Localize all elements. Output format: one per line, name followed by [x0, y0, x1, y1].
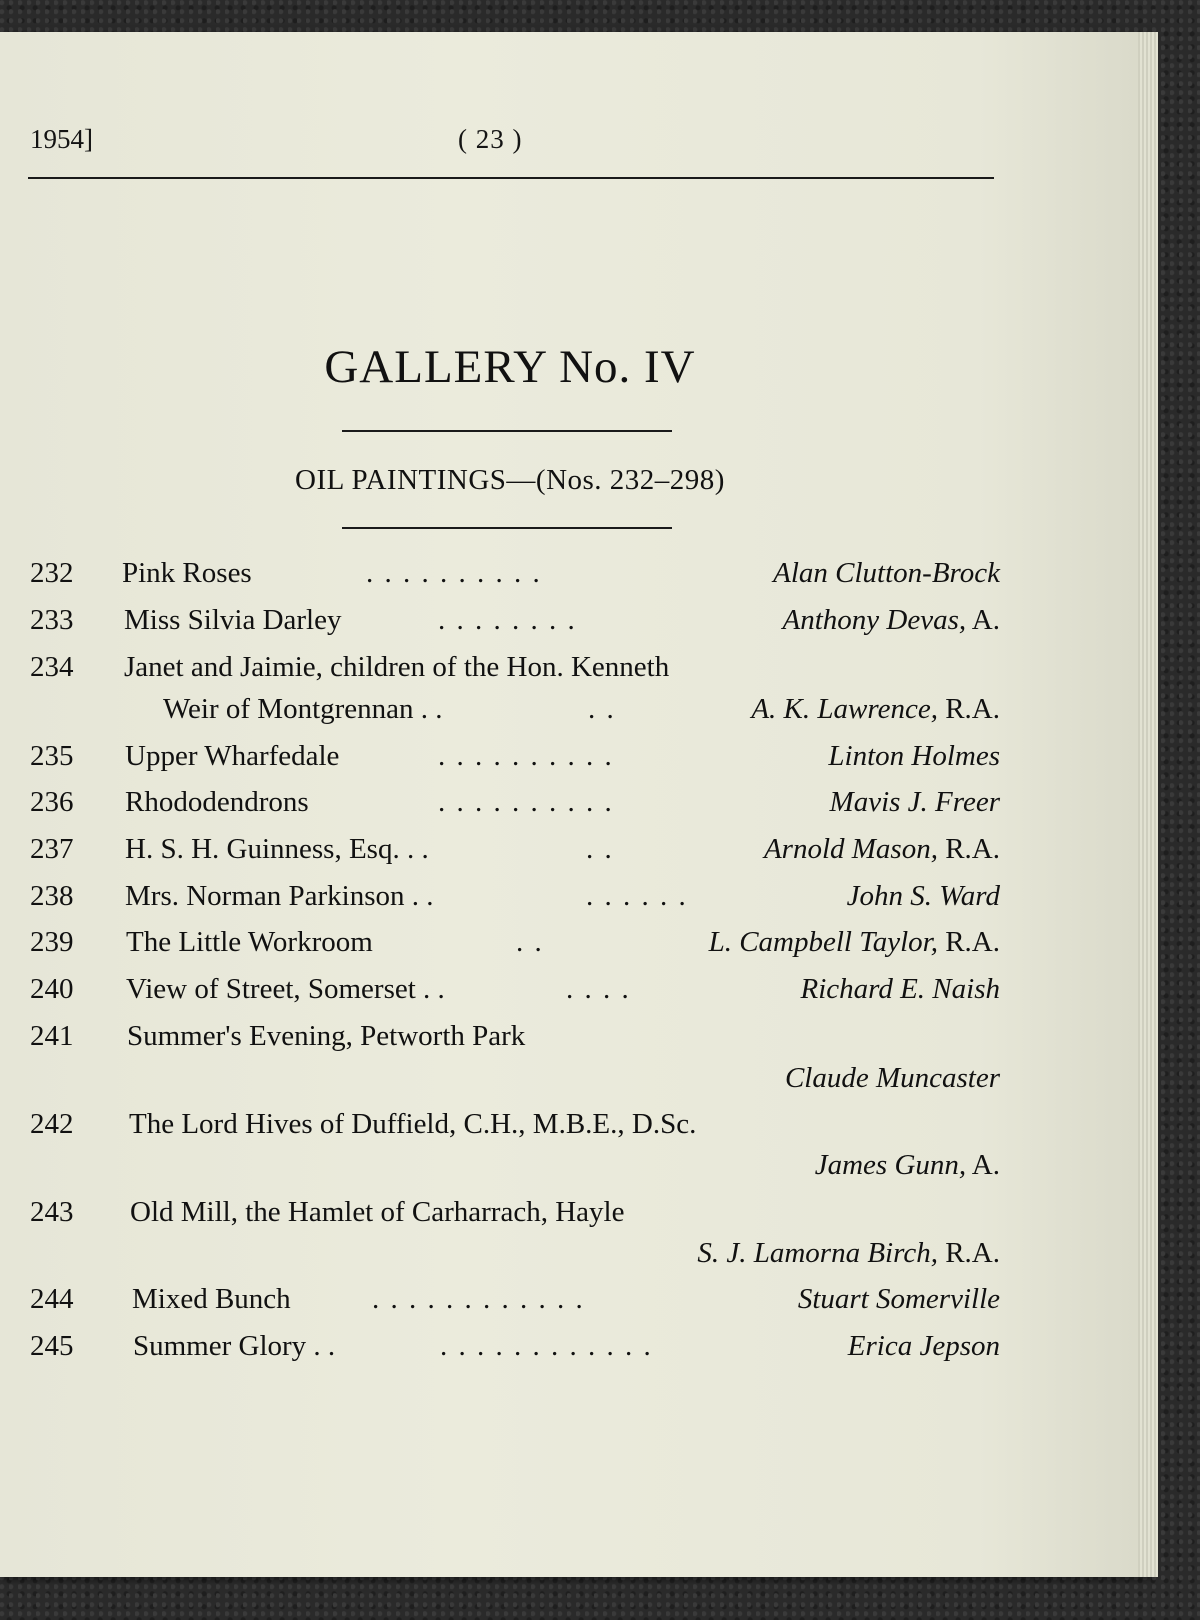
year-label: 1954]: [30, 124, 93, 154]
artist-suffix: R.A.: [937, 833, 1000, 865]
artist-name: Anthony Devas,: [782, 604, 967, 636]
header-rule: [28, 177, 994, 179]
artist-name: Stuart Somerville: [797, 1283, 1000, 1315]
list-item: [0, 1020, 1000, 1060]
artist-name: John S. Ward: [846, 880, 1000, 912]
entry-number: 244: [30, 1283, 74, 1315]
list-item: [0, 557, 1000, 597]
entry-title: Rhododendrons: [125, 786, 309, 818]
artist-name: Alan Clutton-Brock: [773, 557, 1000, 589]
leader-dots: . . . . . . . . . .: [438, 740, 614, 772]
entry-artist: [798, 1283, 1000, 1323]
artist-suffix: R.A.: [937, 693, 1000, 725]
entry-artist: [709, 926, 1000, 966]
list-item: [0, 651, 1000, 691]
artist-name: Linton Holmes: [828, 740, 1000, 772]
leader-dots: . . . . . .: [586, 880, 688, 912]
entry-number: 235: [30, 740, 74, 772]
list-item: [0, 786, 1000, 826]
leader-dots: . . . .: [566, 973, 631, 1005]
entry-number: 234: [30, 651, 74, 683]
entry-number: 238: [30, 880, 74, 912]
list-item-continuation: [0, 1062, 1000, 1102]
entry-title: Janet and Jaimie, children of the Hon. Kenneth: [124, 651, 670, 683]
list-item-continuation: [0, 1237, 1000, 1277]
artist-name: Mavis J. Freer: [829, 786, 1000, 818]
list-item: [0, 973, 1000, 1013]
subtitle-rule: [342, 527, 672, 529]
list-item: [0, 1330, 1000, 1370]
entry-title: Old Mill, the Hamlet of Carharrach, Hayle: [130, 1196, 625, 1228]
entry-number: 232: [30, 557, 74, 589]
entry-title: Summer Glory . .: [133, 1330, 336, 1362]
leader-dots: . . . . . . . . . . . .: [440, 1330, 653, 1362]
list-item: [0, 880, 1000, 920]
entry-title: View of Street, Somerset . .: [126, 973, 445, 1005]
artist-suffix: R.A.: [937, 1237, 1000, 1269]
entry-title: Mrs. Norman Parkinson . .: [125, 880, 434, 912]
artist-name: L. Campbell Taylor,: [708, 926, 938, 958]
list-item-continuation: [0, 693, 1000, 733]
entry-number: 236: [30, 786, 74, 818]
list-item: [0, 1196, 1000, 1236]
entry-number: 239: [30, 926, 74, 958]
entry-artist: [785, 1062, 1000, 1102]
entry-number: 245: [30, 1330, 74, 1362]
entry-artist: [800, 973, 1000, 1013]
title-rule: [342, 430, 672, 432]
entry-number: 243: [30, 1196, 74, 1228]
list-item: [0, 740, 1000, 780]
entry-title: The Little Workroom: [126, 926, 373, 958]
entry-artist: [751, 693, 1000, 733]
entry-title: The Lord Hives of Duffield, C.H., M.B.E., D.Sc.: [129, 1108, 697, 1140]
entry-title: Mixed Bunch: [132, 1283, 291, 1315]
artist-suffix: R.A.: [937, 926, 1000, 958]
entry-number: 242: [30, 1108, 74, 1140]
entry-artist: [828, 740, 1000, 780]
entry-artist: [783, 604, 1000, 644]
artist-suffix: A.: [966, 604, 1000, 636]
artist-name: Richard E. Naish: [800, 973, 1000, 1005]
entry-number: 241: [30, 1020, 74, 1052]
leader-dots: . .: [586, 833, 614, 865]
entry-number: 233: [30, 604, 74, 636]
list-item: [0, 604, 1000, 644]
entry-artist: [773, 557, 1000, 597]
artist-suffix: A.: [966, 1149, 1000, 1181]
leader-dots: . . . . . . . . . .: [366, 557, 542, 589]
entry-number: 237: [30, 833, 74, 865]
entry-title: Summer's Evening, Petworth Park: [127, 1020, 526, 1052]
artist-name: S. J. Lamorna Birch,: [697, 1237, 938, 1269]
entry-artist: [848, 1330, 1000, 1370]
list-item: [0, 1108, 1000, 1148]
leader-dots: . .: [588, 693, 616, 725]
entry-title: Pink Roses: [122, 557, 252, 589]
running-head: [30, 124, 995, 164]
entry-title-continuation: Weir of Montgrennan . .: [163, 693, 443, 725]
entry-artist: [847, 880, 1000, 920]
list-item: [0, 833, 1000, 873]
list-item: [0, 926, 1000, 966]
page-edge: [1138, 32, 1158, 1577]
artist-name: Claude Muncaster: [784, 1062, 1000, 1094]
entry-artist: [697, 1237, 1000, 1277]
entry-title: Miss Silvia Darley: [124, 604, 342, 636]
entry-title: H. S. H. Guinness, Esq. . .: [125, 833, 429, 865]
leader-dots: . . . . . . . . . . . .: [372, 1283, 585, 1315]
entry-artist: [815, 1149, 1000, 1189]
artist-name: Erica Jepson: [847, 1330, 1000, 1362]
artist-name: James Gunn,: [814, 1149, 967, 1181]
leader-dots: . . . . . . . . . .: [438, 786, 614, 818]
artist-name: A. K. Lawrence,: [751, 693, 938, 725]
artist-name: Arnold Mason,: [763, 833, 938, 865]
list-item: [0, 1283, 1000, 1323]
section-subtitle: OIL PAINTINGS—(Nos. 232–298): [295, 464, 725, 496]
list-item-continuation: [0, 1149, 1000, 1189]
entry-artist: [764, 833, 1000, 873]
entry-artist: [830, 786, 1000, 826]
entry-number: 240: [30, 973, 74, 1005]
gallery-title: GALLERY No. IV: [324, 341, 696, 393]
page-number: ( 23 ): [458, 124, 523, 154]
leader-dots: . . . . . . . .: [438, 604, 577, 636]
entry-title: Upper Wharfedale: [125, 740, 340, 772]
leader-dots: . .: [516, 926, 544, 958]
